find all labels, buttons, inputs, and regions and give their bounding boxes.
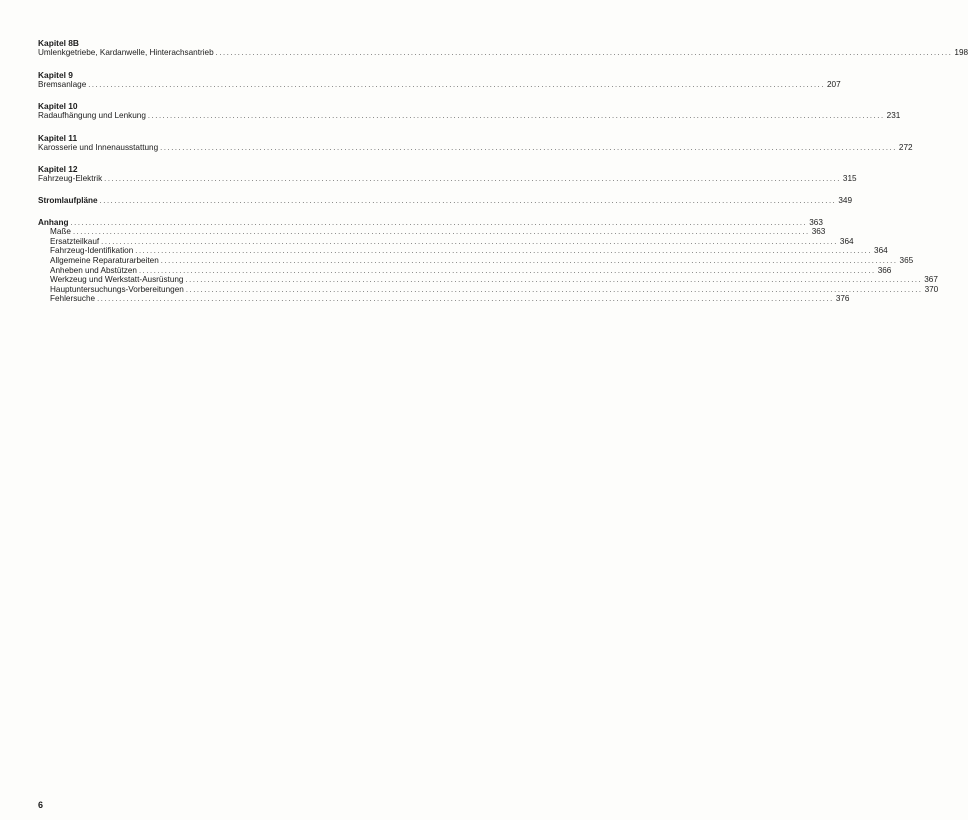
chapter-title: Kapitel 8B — [38, 38, 79, 48]
dot-leader: ........................................................................................................................................................................................................ — [147, 111, 885, 121]
entry-label: Fahrzeug-Elektrik — [38, 174, 103, 184]
entry-label: Hauptuntersuchungs-Vorbereitungen — [50, 284, 184, 294]
entry-label: Karosserie und Innenausstattung — [38, 142, 159, 152]
entry-label: Anhang — [38, 217, 69, 227]
page-footer-number: 6 — [38, 800, 44, 810]
dot-leader: ........................................................................................................................................................................................................ — [160, 142, 897, 152]
entry-label: Fahrzeug-Identifikation — [50, 246, 134, 256]
chapter-title: Kapitel 11 — [38, 132, 78, 143]
page-number: 272 — [898, 142, 913, 152]
page-number: 363 — [811, 227, 826, 237]
page-number: 370 — [924, 284, 939, 294]
chapter-title: Kapitel 9 — [38, 69, 73, 80]
toc-entry[interactable] — [38, 174, 857, 184]
entry-label: Radaufhängung und Lenkung — [38, 111, 146, 121]
toc-subentry[interactable] — [38, 265, 892, 276]
entry-label: Maße — [50, 227, 71, 237]
toc-subentry[interactable] — [38, 294, 850, 304]
entry-label: Umlenkgetriebe, Kardanwelle, Hinterachsantrieb — [38, 48, 214, 57]
dot-leader: ........................................................................................................................................................................................................ — [104, 174, 841, 184]
dot-leader: ........................................................................................................................................................................................................ — [215, 48, 953, 57]
entry-label: Werkzeug und Werkstatt-Ausrüstung — [50, 275, 184, 285]
page-number: 198 — [954, 48, 968, 57]
entry-label: Stromlaufpläne — [38, 195, 98, 205]
toc-subentry[interactable] — [38, 275, 938, 285]
page-number: 364 — [839, 236, 854, 246]
dot-leader: ........................................................................................................................................................................................................ — [160, 255, 898, 265]
table-of-contents — [38, 38, 968, 304]
toc-chapter — [38, 132, 913, 153]
toc-entry[interactable] — [38, 111, 901, 121]
toc-entry[interactable] — [38, 48, 968, 58]
dot-leader: ........................................................................................................................................................................................................ — [185, 284, 923, 294]
toc-entry[interactable] — [38, 79, 841, 90]
toc-entry-stromlaufplaene[interactable] — [38, 195, 853, 206]
page-number: 376 — [835, 294, 850, 304]
toc-subentry[interactable] — [38, 227, 826, 237]
toc-chapter — [38, 69, 841, 90]
toc-subentry[interactable] — [38, 255, 914, 266]
dot-leader: ........................................................................................................................................................................................................ — [101, 236, 838, 246]
page-number: 366 — [877, 265, 892, 275]
toc-chapter — [38, 101, 901, 121]
dot-leader: ........................................................................................................................................................................................................ — [97, 294, 834, 304]
entry-label: Ersatzteilkauf — [50, 236, 100, 246]
dot-leader: ........................................................................................................................................................................................................ — [72, 227, 810, 237]
toc-chapter — [38, 38, 968, 58]
chapter-title: Kapitel 12 — [38, 164, 78, 175]
entry-label: Allgemeine Reparaturarbeiten — [50, 255, 159, 265]
toc-section-anhang — [38, 217, 939, 304]
dot-leader: ........................................................................................................................................................................................................ — [138, 265, 876, 275]
dot-leader: ........................................................................................................................................................................................................ — [70, 217, 808, 227]
page-number: 207 — [827, 79, 841, 89]
toc-chapter — [38, 164, 857, 184]
entry-label: Fehlersuche — [50, 294, 96, 304]
page-number: 231 — [886, 111, 901, 121]
page-number: 364 — [874, 246, 888, 256]
page-number: 349 — [838, 195, 853, 205]
page-number: 365 — [899, 255, 914, 265]
dot-leader: ........................................................................................................................................................................................................ — [88, 79, 825, 89]
toc-subentry[interactable] — [38, 246, 888, 256]
toc-subentry[interactable] — [38, 284, 939, 295]
page-number: 363 — [809, 217, 823, 227]
dot-leader: ........................................................................................................................................................................................................ — [135, 246, 873, 256]
page-number: 315 — [842, 174, 857, 184]
entry-label: Bremsanlage — [38, 79, 87, 89]
toc-entry[interactable] — [38, 142, 913, 153]
toc-entry-anhang[interactable] — [38, 217, 823, 228]
page-number: 367 — [924, 275, 938, 285]
entry-label: Anheben und Abstützen — [50, 265, 137, 275]
dot-leader: ........................................................................................................................................................................................................ — [185, 275, 923, 285]
dot-leader: ........................................................................................................................................................................................................ — [99, 195, 837, 205]
chapter-title: Kapitel 10 — [38, 101, 78, 112]
toc-subentry[interactable] — [38, 236, 854, 247]
